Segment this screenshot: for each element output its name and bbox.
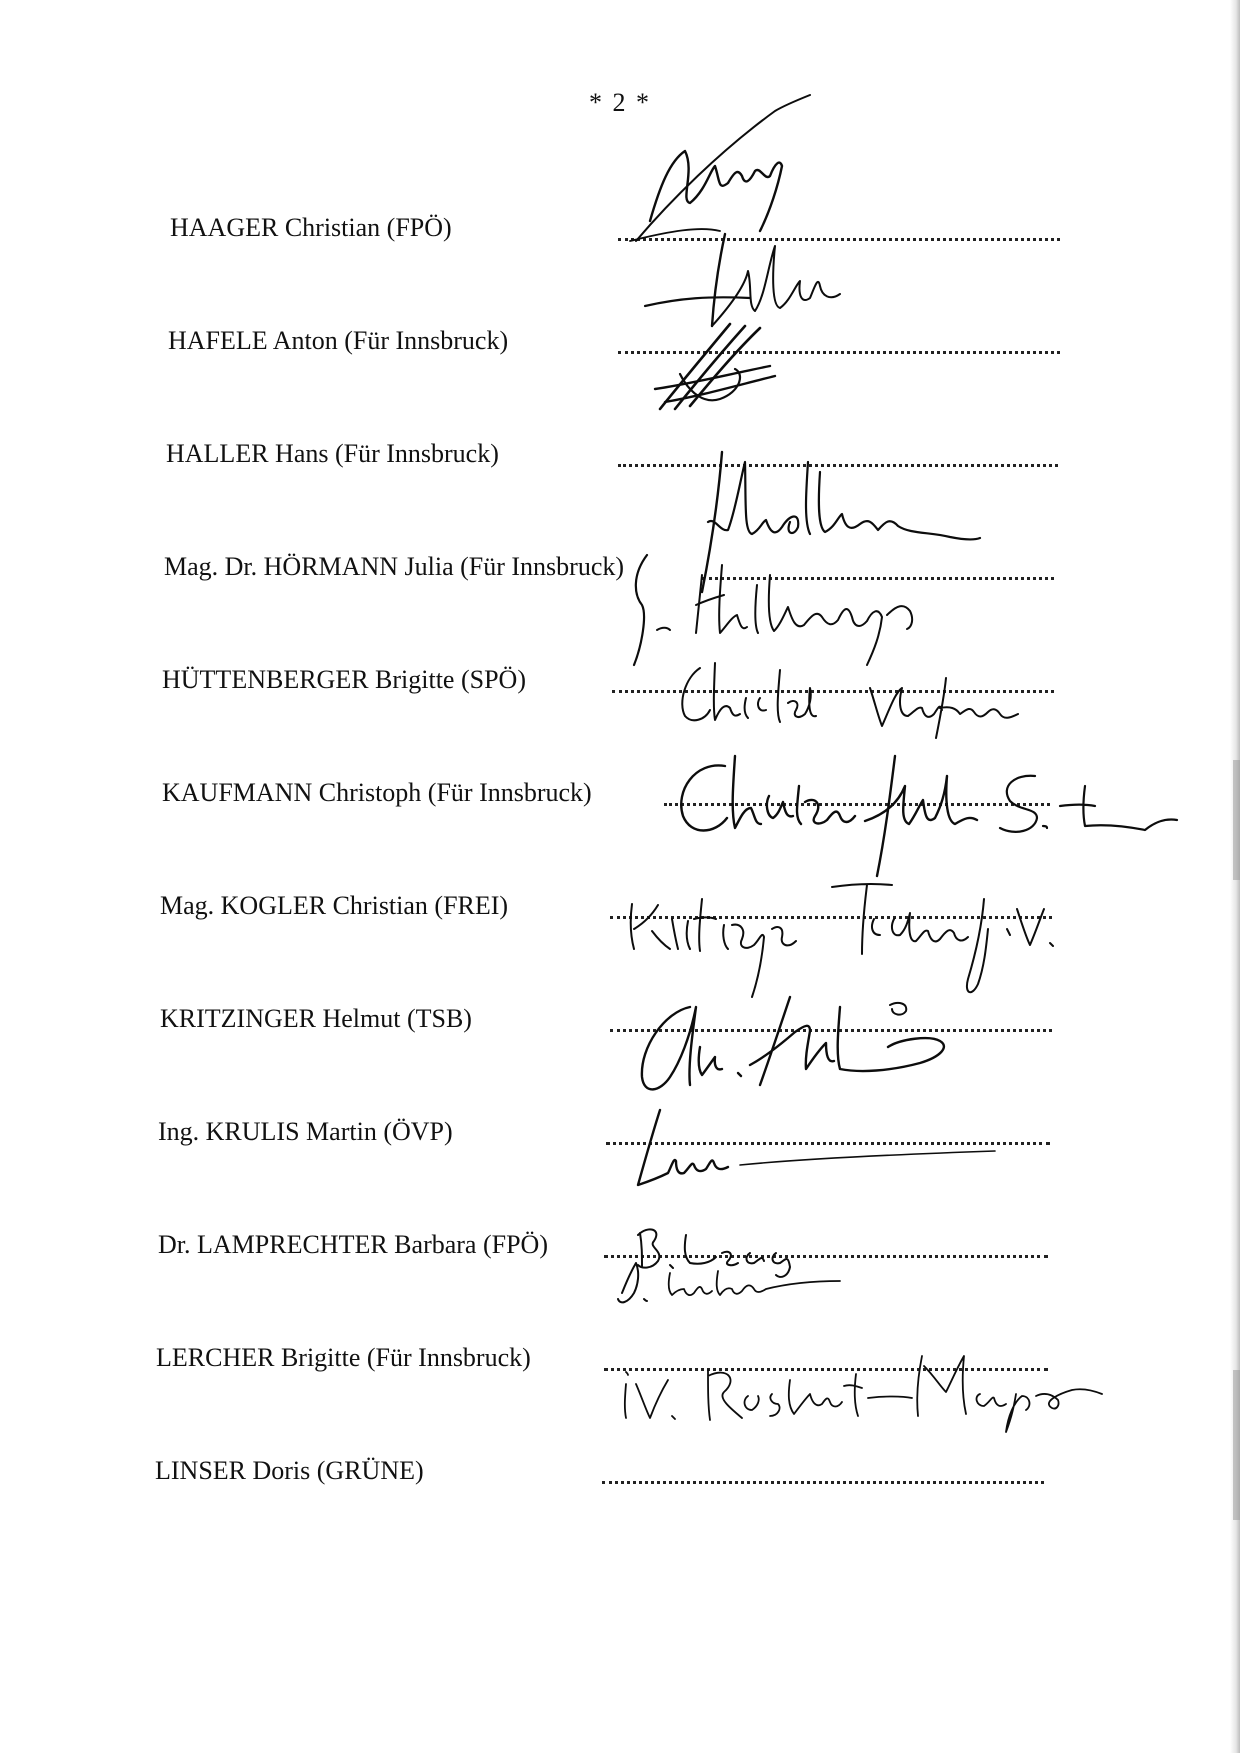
signatory-name: KAUFMANN Christoph (Für Innsbruck) <box>162 778 592 807</box>
signatory-name: Mag. Dr. HÖRMANN Julia (Für Innsbruck) <box>164 552 625 581</box>
signature-row <box>0 585 1240 695</box>
signatory-name: LINSER Doris (GRÜNE) <box>155 1456 424 1485</box>
handwritten-signature <box>612 1336 1112 1446</box>
signatory-name: KRITZINGER Helmut (TSB) <box>160 1004 472 1033</box>
signature-row <box>0 1376 1240 1486</box>
handwritten-signature <box>600 1233 860 1333</box>
signatory-name: HAFELE Anton (Für Innsbruck) <box>168 326 509 355</box>
signatory-name: HALLER Hans (Für Innsbruck) <box>166 439 499 468</box>
signatory-name: HAAGER Christian (FPÖ) <box>170 213 452 242</box>
signature-row <box>0 133 1240 243</box>
signatory-name: HÜTTENBERGER Brigitte (SPÖ) <box>162 665 526 694</box>
signature-row <box>0 246 1240 356</box>
signatory-name: Mag. KOGLER Christian (FREI) <box>160 891 509 920</box>
handwritten-signature <box>650 314 790 424</box>
handwritten-signature <box>670 648 1030 758</box>
signatory-name: Dr. LAMPRECHTER Barbara (FPÖ) <box>158 1230 548 1259</box>
signatory-name: LERCHER Brigitte (Für Innsbruck) <box>156 1343 531 1372</box>
page-number: * 2 * <box>589 88 651 117</box>
signature-line <box>602 1481 1044 1484</box>
signatory-name: Ing. KRULIS Martin (ÖVP) <box>158 1117 453 1146</box>
signature-row <box>0 359 1240 469</box>
